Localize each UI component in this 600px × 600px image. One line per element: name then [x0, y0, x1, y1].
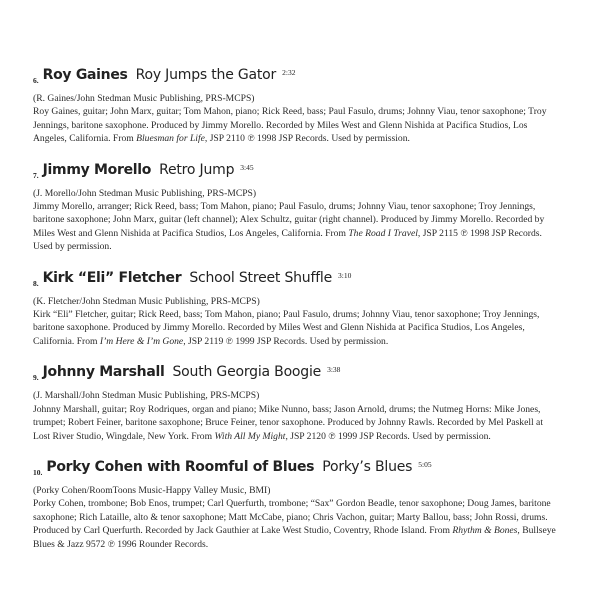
track-heading — [33, 66, 560, 90]
track-number: 8. — [33, 278, 39, 288]
track-9 — [33, 363, 560, 443]
track-heading — [33, 363, 560, 387]
track-artist: Porky Cohen with Roomful of Blues — [46, 458, 315, 475]
track-publisher: (J. Marshall/John Stedman Music Publishing, PRS-MCPS) — [33, 390, 260, 402]
track-credits — [33, 105, 560, 145]
track-number: 7. — [33, 170, 39, 180]
track-artist: Roy Gaines — [42, 67, 128, 83]
release-info: , JSP 2119 ℗ 1999 JSP Records. Used by permission. — [183, 335, 389, 347]
track-artist: Kirk “Eli” Fletcher — [42, 269, 182, 286]
track-heading — [33, 269, 560, 293]
track-publisher: (Porky Cohen/RoomToons Music-Happy Valley Music, BMI) — [33, 484, 271, 496]
track-8 — [33, 269, 560, 349]
track-duration: 5:05 — [418, 459, 432, 469]
credits-text: Kirk “Eli” Fletcher, guitar; Rick Reed, bass; Tom Mahon, piano; Paul Fasulo, drums; Johnny Viau, tenor saxophone; Troy Jennings, baritone saxophone. Produced by Jimmy Morello. Recorded by Miles West and Glenn Nishida at Pacifica Studios, Los Angeles, California. From — [33, 309, 540, 347]
album-title: Bluesman for Life — [136, 133, 205, 145]
track-credits — [33, 200, 560, 254]
track-title: South Georgia Boogie — [172, 364, 322, 381]
release-info: , JSP 2120 ℗ 1999 JSP Records. Used by permission. — [285, 430, 491, 442]
track-duration: 3:45 — [240, 162, 254, 172]
track-10 — [33, 458, 560, 551]
track-publisher: (K. Fletcher/John Stedman Music Publishing, PRS-MCPS) — [33, 295, 260, 307]
track-title: Retro Jump — [159, 161, 235, 178]
track-duration: 2:32 — [282, 68, 296, 77]
release-info: , JSP 2110 ℗ 1998 JSP Records. Used by permission. — [204, 133, 410, 145]
credits-text: Johnny Marshall, guitar; Roy Rodriques, organ and piano; Mike Nunno, bass; Jason Arnold, drums; the Nutmeg Horns: Mike Jones, trumpet; Robert Feiner, baritone saxophone; Bruce Feiner, tenor saxophone. Produced by Johnny Rawls. Recorded by Mel Paskell at Lost River Studio, Wingdale, New York. From — [33, 403, 543, 442]
track-6 — [33, 66, 560, 146]
credits-text: Roy Gaines, guitar; John Marx, guitar; Tom Mahon, piano; Rick Reed, bass; Paul Fasulo, drums; Johnny Viau, tenor saxophone; Troy Jennings, baritone saxophone. Produced by Jimmy Morello. Recorded by Miles West and Glenn Nishida at Pacifica Studios, Los Angeles, California. From — [33, 106, 547, 145]
track-credits — [33, 403, 560, 443]
album-title: I’m Here & I’m Gone — [99, 335, 184, 347]
track-title: Roy Jumps the Gator — [135, 67, 277, 83]
track-credits — [33, 497, 560, 551]
album-title: Rhythm & Bones — [452, 525, 518, 537]
album-title: The Road I Travel — [348, 227, 418, 239]
track-artist: Johnny Marshall — [42, 364, 165, 381]
release-info: , JSP 2115 ℗ 1998 JSP Records. Used by permission. — [33, 227, 542, 253]
track-number: 6. — [33, 76, 39, 85]
track-credits — [33, 308, 560, 348]
track-heading — [33, 161, 560, 185]
track-number: 10. — [33, 467, 43, 477]
credits-text: Jimmy Morello, arranger; Rick Reed, bass; Tom Mahon, piano; Paul Fasulo, drums; Johnny Viau, tenor saxophone; Troy Jennings, baritone saxophone; John Marx, guitar (left channel); Alex Schultz, guitar (right channel). Produced by Jimmy Morello. Recorded by Miles West and Glenn Nishida at Pacifica Studios, Los Angeles, California. From — [33, 201, 545, 239]
track-publisher: (J. Morello/John Stedman Music Publishing, PRS-MCPS) — [33, 187, 257, 199]
track-title: Porky’s Blues — [322, 458, 413, 475]
track-duration: 3:38 — [327, 365, 341, 375]
track-title: School Street Shuffle — [189, 269, 333, 286]
credits-text: Porky Cohen, trombone; Bob Enos, trumpet; Carl Querfurth, trombone; “Sax” Gordon Beadle, tenor saxophone; Doug James, baritone saxophone; Rich Lataille, alto & tenor saxophone; Matt McCabe, piano; Chris Vachon, guitar; Marty Ballou, bass; John Rossi, drums. Produced by Carl Querfurth. Recorded by Jack Gauthier at Lake West Studio, Coventry, Rhode Island. From — [33, 498, 551, 537]
track-publisher: (R. Gaines/John Stedman Music Publishing, PRS-MCPS) — [33, 93, 255, 104]
release-info: , Bullseye Blues & Jazz 9572 ℗ 1996 Rounder Records. — [33, 525, 556, 550]
track-7 — [33, 161, 560, 254]
track-duration: 3:10 — [338, 270, 352, 280]
album-title: With All My Might — [214, 430, 286, 442]
track-number: 9. — [33, 373, 39, 383]
track-artist: Jimmy Morello — [42, 161, 152, 178]
track-heading — [33, 458, 560, 482]
